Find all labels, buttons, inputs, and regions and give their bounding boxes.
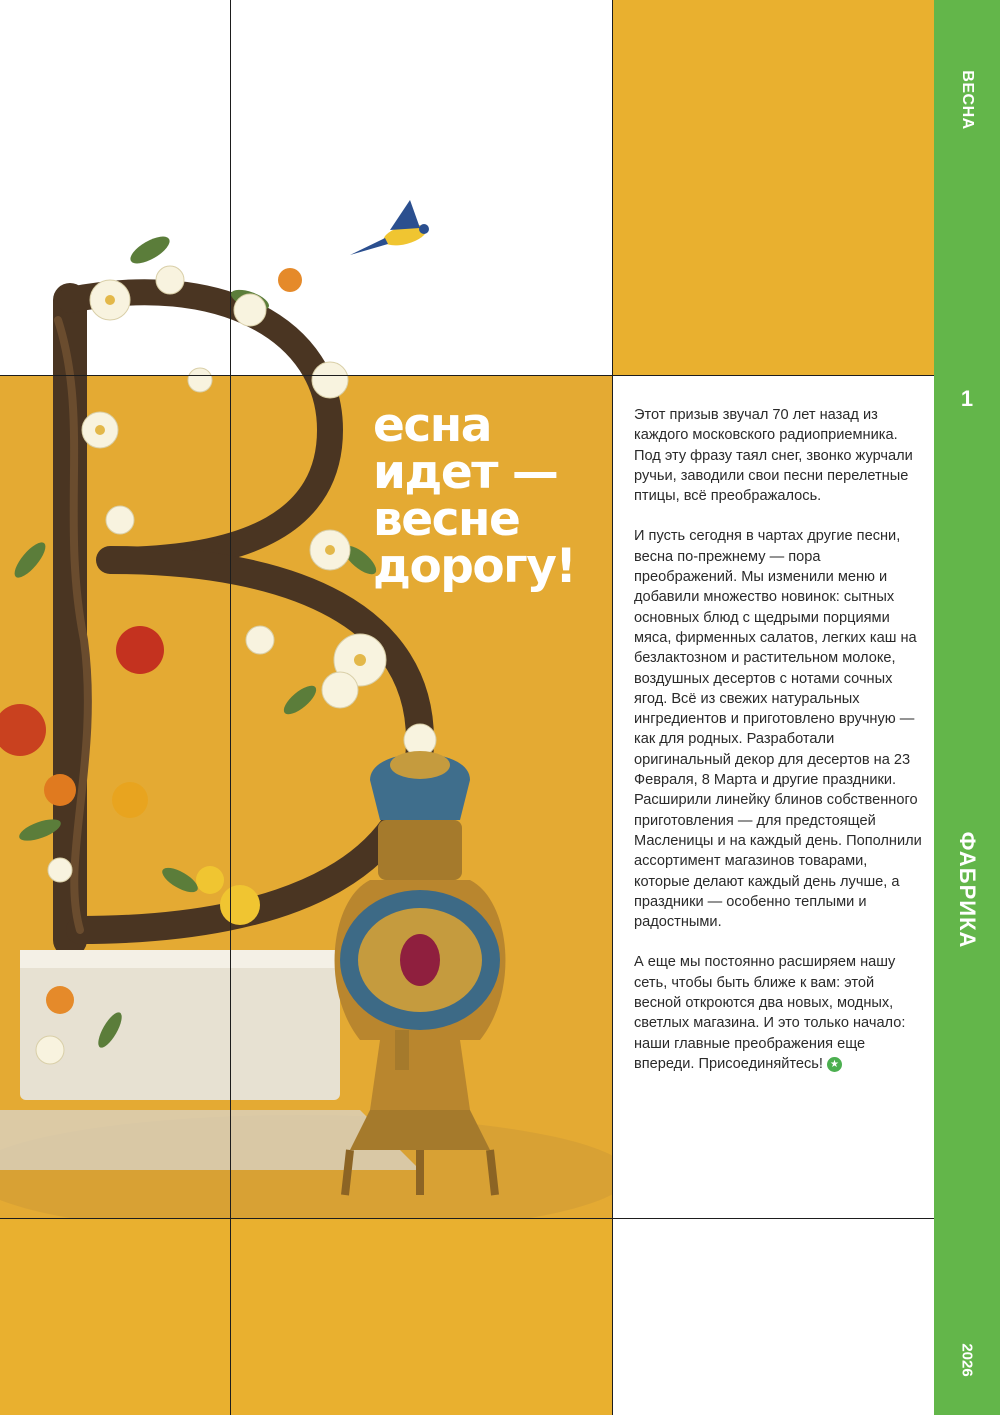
side-bar-year — [934, 1330, 1000, 1390]
grid-line — [0, 375, 934, 376]
article-paragraph: И пусть сегодня в чартах другие песни, весна по-прежнему — пора преображений. Мы изменили меню и добавили множество новинок: сытных основных блюд с щедрыми порциями мяса, фирменных салатов, легких каш на безлактозном и растительном молоке, воздушных десертов с нотами сочных ягод. Всё из свежих натуральных ингредиентов и приготовлено вручную — как для родных. Разработали оригинальный декор для десертов на 23 Февраля, 8 Марта и другие праздники. Расширили линейку блинов собственного приготовления — для предстоящей Масленицы и на каждый день. Пополнили ассортимент магазинов товарами, которые делают каждый день лучше, а праздники — особенно теплыми и радостными. — [634, 528, 922, 931]
bottom-left-gold-panel — [0, 1218, 612, 1415]
article-paragraph: Этот призыв звучал 70 лет назад из каждого московского радиоприемника. Под эту фразу таял снег, звонко журчали ручьи, заводили свои песни перелетные птицы, всё преображалось. — [634, 407, 913, 505]
year-label: 2026 — [958, 1343, 976, 1377]
grid-line — [0, 1218, 934, 1219]
grid-line — [612, 0, 613, 1415]
top-right-gold-panel — [612, 0, 934, 375]
article-body — [634, 405, 924, 1094]
headline-line: дорогу! — [373, 539, 576, 594]
brand-label: ФАБРИКА — [955, 831, 980, 949]
headline-line: весне — [373, 492, 520, 547]
side-bar-brand — [934, 770, 1000, 1010]
headline — [373, 398, 613, 594]
headline-line: есна — [373, 398, 491, 453]
article-paragraph — [634, 952, 924, 1074]
headline-line: идет — — [373, 445, 558, 500]
grid-line — [230, 0, 231, 1415]
side-bar — [934, 0, 1000, 1415]
page-number: 1 — [960, 386, 974, 411]
star-icon: ★ — [827, 1057, 842, 1072]
bottom-right-white-panel — [612, 1218, 934, 1415]
season-label: ВЕСНА — [959, 70, 976, 130]
article-paragraph-text: А еще мы постоянно расширяем нашу сеть, чтобы быть ближе к вам: этой весной откроются два новых, модных, светлых магазина. И это только начало: наши главные преображения еще впереди. Присоединяйтесь! — [634, 954, 906, 1072]
side-bar-season — [934, 40, 1000, 160]
